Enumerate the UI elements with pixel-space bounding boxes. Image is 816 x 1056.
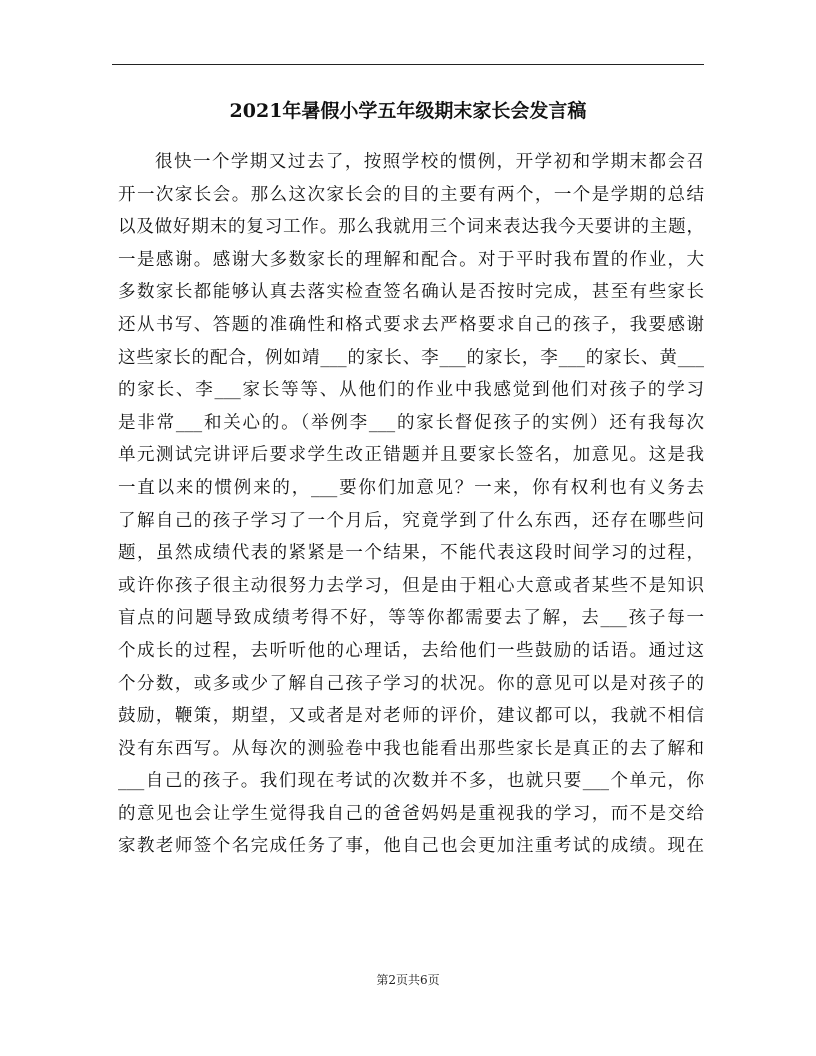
- body-line: 一直以来的惯例来的，___要你们加意见？一来，你有权利也有义务去: [118, 477, 704, 498]
- body-line: 了解自己的孩子学习了一个月后，究竟学到了什么东西，还存在哪些问: [118, 510, 704, 531]
- body-line: ___自己的孩子。我们现在考试的次数并不多，也就只要___个单元，你: [118, 771, 704, 792]
- body-line: 单元测试完讲评后要求学生改正错题并且要家长签名，加意见。这是我: [118, 445, 704, 466]
- body-line: 个分数，或多或少了解自己孩子学习的状况。你的意见可以是对孩子的: [118, 673, 704, 694]
- body-line: 一是感谢。感谢大多数家长的理解和配合。对于平时我布置的作业，大: [118, 249, 704, 270]
- body-line: 很快一个学期又过去了，按照学校的惯例，开学初和学期末都会召: [155, 152, 704, 172]
- body-line: 还从书写、答题的准确性和格式要求去严格要求自己的孩子，我要感谢: [118, 314, 704, 335]
- body-line: 的意见也会让学生觉得我自己的爸爸妈妈是重视我的学习，而不是交给: [118, 803, 704, 824]
- body-line: 没有东西写。从每次的测验卷中我也能看出那些家长是真正的去了解和: [118, 738, 704, 759]
- body-line: 以及做好期末的复习工作。那么我就用三个词来表达我今天要讲的主题，: [118, 217, 704, 238]
- body-line: 开一次家长会。那么这次家长会的目的主要有两个，一个是学期的总结: [118, 184, 704, 205]
- body-line: 题，虽然成绩代表的紧紧是一个结果，不能代表这段时间学习的过程，: [118, 543, 704, 564]
- header-rule: [112, 64, 704, 65]
- body-line: 多数家长都能够认真去落实检查签名确认是否按时完成，甚至有些家长: [118, 282, 704, 303]
- body-line: 家教老师签个名完成任务了事，他自己也会更加注重考试的成绩。现在: [118, 836, 704, 857]
- body-line: 的家长、李___家长等等、从他们的作业中我感觉到他们对孩子的学习: [118, 380, 704, 401]
- body-line: 鼓励，鞭策，期望，又或者是对老师的评价，建议都可以，我就不相信: [118, 706, 704, 727]
- body-line: 盲点的问题导致成绩考得不好，等等你都需要去了解，去___孩子每一: [118, 608, 704, 629]
- body-line: 这些家长的配合，例如靖___的家长、李___的家长，李___的家长、黄___: [118, 347, 704, 368]
- body-line: 或许你孩子很主动很努力去学习，但是由于粗心大意或者某些不是知识: [118, 575, 704, 596]
- body-line: 是非常___和关心的。（举例李___的家长督促孩子的实例）还有我每次: [118, 412, 704, 433]
- page-number: 第2页共6页: [376, 973, 440, 987]
- document-body: [118, 146, 704, 863]
- body-line: 个成长的过程，去听听他的心理话，去给他们一些鼓励的话语。通过这: [118, 640, 704, 661]
- document-title: 2021年暑假小学五年级期末家长会发言稿: [229, 100, 587, 122]
